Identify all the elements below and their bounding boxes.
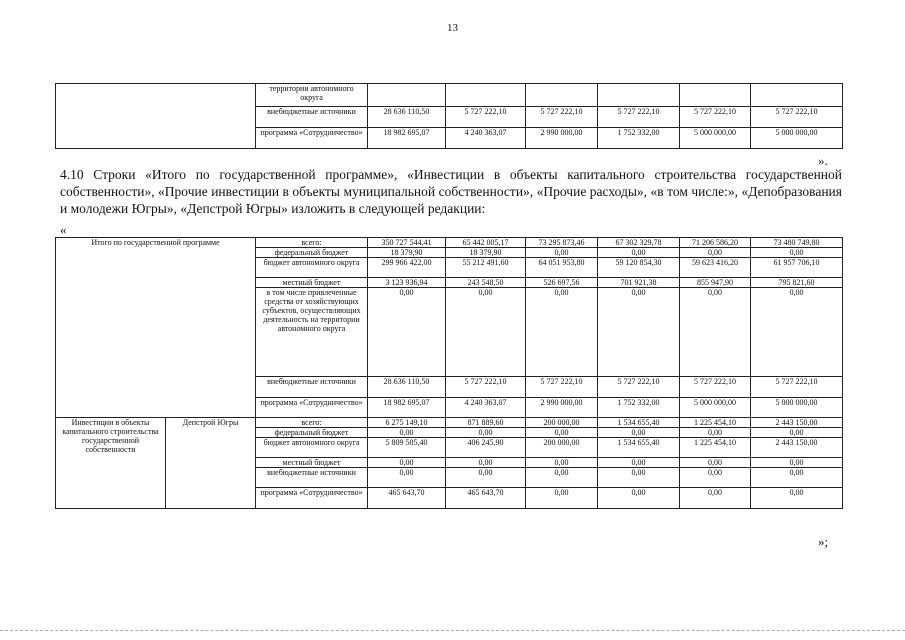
opening-quote-mark: « [60, 222, 67, 237]
amount-cell [751, 84, 843, 107]
funding-source-label: в том числе привлеченные средства от хозяйствующих субъектов, осуществляющих деятельность на территории автономного округа [256, 288, 368, 377]
amount-cell: 0,00 [751, 458, 843, 468]
amount-cell: 5 727 222,10 [680, 107, 751, 128]
empty-cell [56, 84, 256, 149]
amount-cell: 67 302 329,78 [598, 238, 680, 248]
amount-cell: 5 000 000,00 [751, 398, 843, 418]
amount-cell: 299 966 422,00 [368, 258, 446, 278]
amount-cell: 0,00 [526, 488, 598, 509]
amount-cell: 5 727 222,10 [598, 377, 680, 398]
amount-cell: 4 240 363,07 [446, 128, 526, 149]
amount-cell: 0,00 [598, 458, 680, 468]
amount-cell: 0,00 [751, 288, 843, 377]
funding-source-label: федеральный бюджет [256, 428, 368, 438]
funding-source-label: внебюджетные источники [256, 468, 368, 488]
amount-cell: 1 225 454,10 [680, 418, 751, 428]
amount-cell: 6 275 149,10 [368, 418, 446, 428]
amount-cell: 5 727 222,10 [598, 107, 680, 128]
amount-cell [598, 84, 680, 107]
amount-cell: 18 379,90 [368, 248, 446, 258]
amount-cell: 0,00 [526, 458, 598, 468]
amount-cell: 65 442 005,17 [446, 238, 526, 248]
funding-source-label: всего: [256, 418, 368, 428]
amount-cell: 701 921,38 [598, 278, 680, 288]
funding-source-label: программа «Сотрудничество» [256, 128, 368, 149]
closing-quote-mark: ». [818, 153, 828, 168]
amount-cell: 871 889,60 [446, 418, 526, 428]
amount-cell: 3 123 936,94 [368, 278, 446, 288]
amount-cell [446, 84, 526, 107]
amount-cell: 5 727 222,10 [446, 377, 526, 398]
investment-label: Инвестиции в объекты капитального строительства государственной собственности [56, 418, 166, 509]
amount-cell: 855 947,90 [680, 278, 751, 288]
closing-quote-mark-2: »; [818, 534, 829, 549]
amount-cell: 0,00 [680, 458, 751, 468]
amount-cell: 5 727 222,10 [751, 377, 843, 398]
amount-cell: 0,00 [446, 428, 526, 438]
amount-cell: 73 480 749,80 [751, 238, 843, 248]
table-row [56, 418, 843, 428]
funding-source-label: внебюджетные источники [256, 107, 368, 128]
amount-cell: 0,00 [751, 428, 843, 438]
amount-cell: 350 727 544,41 [368, 238, 446, 248]
amount-cell: 0,00 [368, 428, 446, 438]
amount-cell: 406 245,90 [446, 438, 526, 458]
amount-cell: 18 982 695,07 [368, 128, 446, 149]
amount-cell: 5 727 222,10 [526, 377, 598, 398]
amount-cell [368, 84, 446, 107]
amount-cell: 1 752 332,00 [598, 128, 680, 149]
executor-label: Депстрой Югры [166, 418, 256, 509]
amount-cell: 0,00 [680, 468, 751, 488]
amount-cell: 5 727 222,10 [680, 377, 751, 398]
amount-cell: 0,00 [680, 288, 751, 377]
amount-cell [526, 84, 598, 107]
amount-cell: 1 534 655,40 [598, 438, 680, 458]
amount-cell: 28 636 110,50 [368, 107, 446, 128]
amount-cell: 5 727 222,10 [446, 107, 526, 128]
amount-cell: 0,00 [368, 458, 446, 468]
amount-cell: 0,00 [526, 288, 598, 377]
amount-cell: 5 000 000,00 [680, 398, 751, 418]
amount-cell: 18 379,90 [446, 248, 526, 258]
table-row [56, 84, 843, 107]
amount-cell: 71 206 586,20 [680, 238, 751, 248]
funding-source-label: местный бюджет [256, 458, 368, 468]
funding-source-label: всего: [256, 238, 368, 248]
continued-table [55, 83, 843, 149]
amount-cell: 0,00 [446, 458, 526, 468]
amount-cell: 465 643,70 [368, 488, 446, 509]
amount-cell: 1 534 655,40 [598, 418, 680, 428]
funding-source-label: внебюджетные источники [256, 377, 368, 398]
amount-cell: 0,00 [680, 488, 751, 509]
amount-cell: 73 295 873,46 [526, 238, 598, 248]
amount-cell: 0,00 [446, 288, 526, 377]
amount-cell: 526 697,56 [526, 278, 598, 288]
amount-cell: 1 225 454,10 [680, 438, 751, 458]
table-row [56, 238, 843, 248]
amendment-paragraph: 4.10 Строки «Итого по государственной программе», «Инвестиции в объекты капитального строительства государственной собственности», «Прочие инвестиции в объекты муниципальной собственности», «Прочие расходы», «в том числе:», «Депобразования и молодежи Югры», «Депстрой Югры» изложить в следующей редакции: [60, 167, 842, 216]
amount-cell: 61 957 706,10 [751, 258, 843, 278]
amount-cell: 2 443 150,00 [751, 438, 843, 458]
amount-cell: 0,00 [751, 248, 843, 258]
funding-source-label: местный бюджет [256, 278, 368, 288]
amount-cell: 0,00 [598, 288, 680, 377]
funding-source-label: программа «Сотрудничество» [256, 488, 368, 509]
amount-cell: 243 548,50 [446, 278, 526, 288]
amount-cell: 465 643,70 [446, 488, 526, 509]
amount-cell: 0,00 [680, 428, 751, 438]
scan-edge-line [0, 630, 905, 631]
amount-cell: 200 000,00 [526, 438, 598, 458]
amount-cell: 200 000,00 [526, 418, 598, 428]
program-total-label: Итого по государственной программе [56, 238, 256, 418]
amount-cell: 4 240 363,07 [446, 398, 526, 418]
funding-source-label: федеральный бюджет [256, 248, 368, 258]
funding-source-label: территории автономного округа [256, 84, 368, 107]
amount-cell: 5 727 222,10 [526, 107, 598, 128]
amount-cell: 0,00 [598, 248, 680, 258]
amount-cell: 0,00 [368, 468, 446, 488]
funding-source-label: программа «Сотрудничество» [256, 398, 368, 418]
amount-cell: 59 120 854,30 [598, 258, 680, 278]
amount-cell: 0,00 [680, 248, 751, 258]
amount-cell: 0,00 [368, 288, 446, 377]
amount-cell: 18 982 695,07 [368, 398, 446, 418]
amount-cell: 0,00 [526, 428, 598, 438]
amount-cell: 64 051 953,80 [526, 258, 598, 278]
amount-cell: 0,00 [598, 468, 680, 488]
amount-cell: 0,00 [598, 488, 680, 509]
amount-cell: 28 636 110,50 [368, 377, 446, 398]
funding-source-label: бюджет автономного округа [256, 438, 368, 458]
funding-source-label: бюджет автономного округа [256, 258, 368, 278]
page-number: 13 [447, 22, 458, 34]
amount-cell: 5 727 222,10 [751, 107, 843, 128]
amount-cell: 0,00 [751, 488, 843, 509]
amount-cell: 0,00 [526, 248, 598, 258]
amount-cell: 2 990 000,00 [526, 398, 598, 418]
amount-cell: 0,00 [446, 468, 526, 488]
amount-cell: 5 809 505,40 [368, 438, 446, 458]
amount-cell: 0,00 [526, 468, 598, 488]
amount-cell: 2 443 150,00 [751, 418, 843, 428]
amount-cell: 55 212 491,60 [446, 258, 526, 278]
amount-cell: 5 000 000,00 [680, 128, 751, 149]
replacement-table [55, 237, 843, 509]
amount-cell: 59 623 416,20 [680, 258, 751, 278]
amount-cell: 2 990 000,00 [526, 128, 598, 149]
amount-cell: 1 752 332,00 [598, 398, 680, 418]
amount-cell: 5 000 000,00 [751, 128, 843, 149]
amount-cell: 795 821,60 [751, 278, 843, 288]
amount-cell [680, 84, 751, 107]
amount-cell: 0,00 [751, 468, 843, 488]
amount-cell: 0,00 [598, 428, 680, 438]
